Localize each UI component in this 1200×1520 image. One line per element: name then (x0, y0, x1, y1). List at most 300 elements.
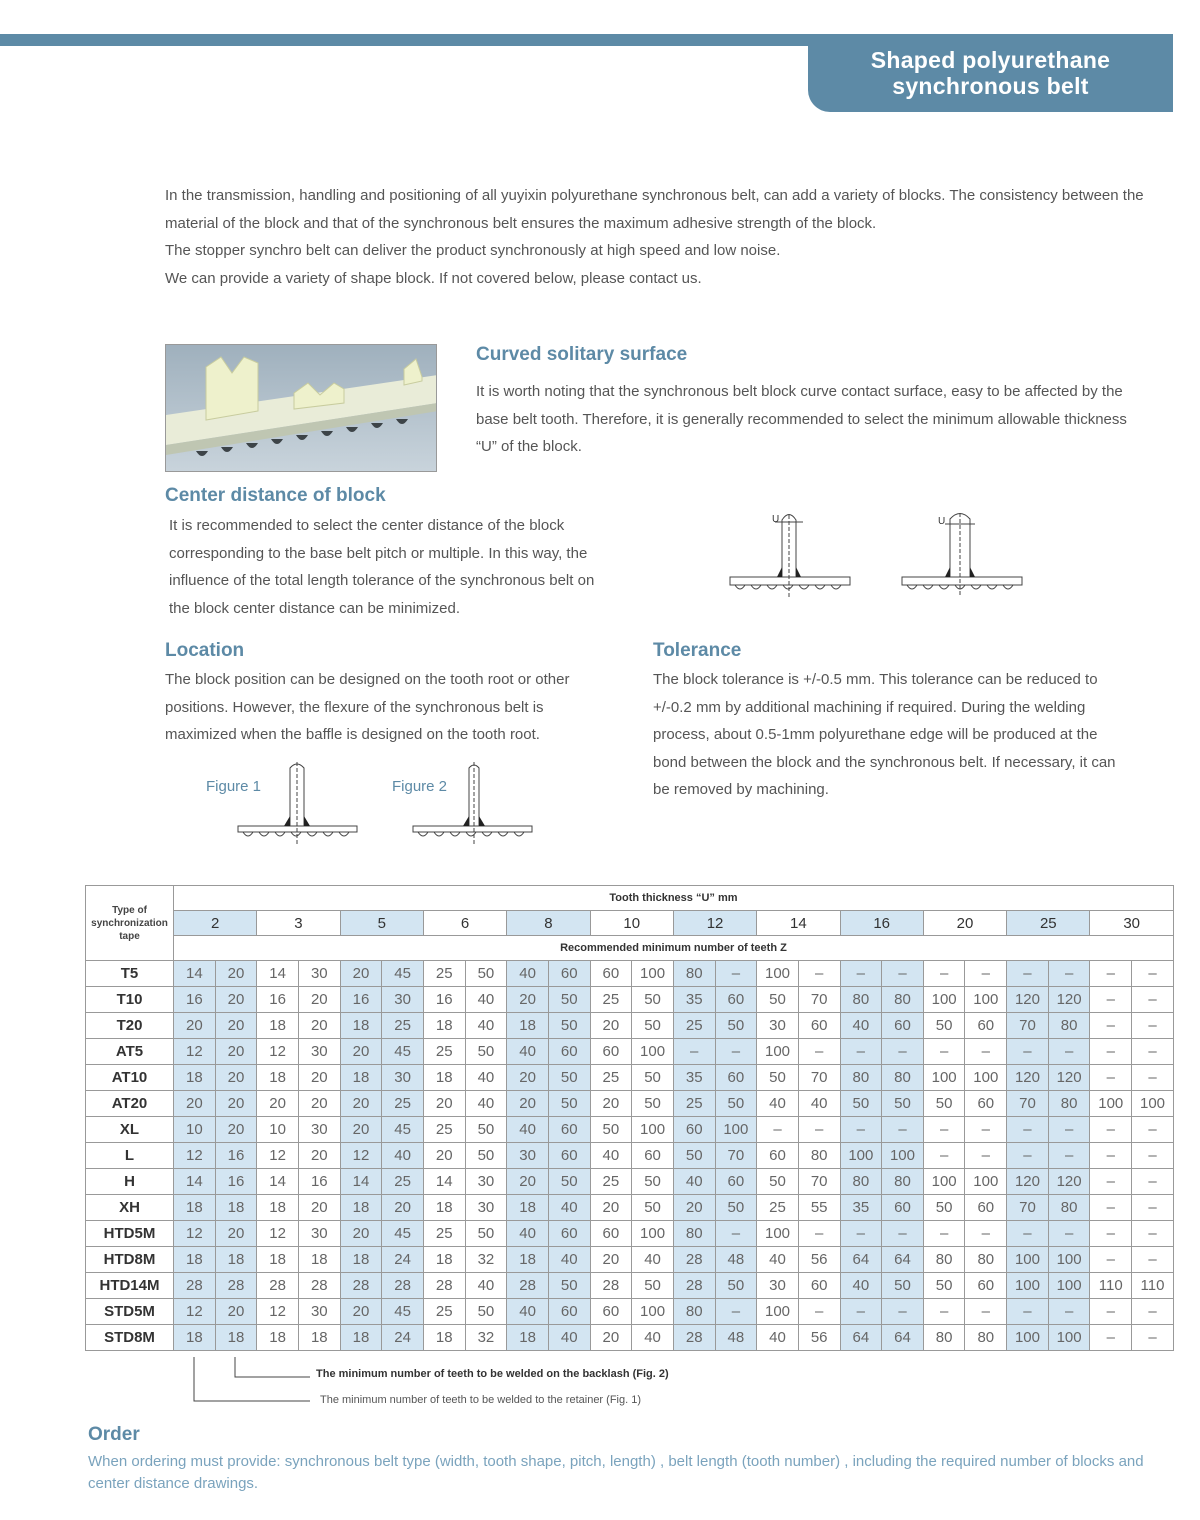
table-cell: 20 (215, 987, 257, 1013)
row-type-name: AT20 (86, 1091, 174, 1117)
table-cell: 60 (882, 1013, 924, 1039)
table-cell: 50 (465, 1221, 507, 1247)
table-cell: 50 (840, 1091, 882, 1117)
table-cell: 120 (1048, 987, 1090, 1013)
table-cell: 40 (507, 1039, 549, 1065)
table-cell: 30 (298, 1117, 340, 1143)
table-cell: 80 (673, 1299, 715, 1325)
table-cell: 20 (298, 1195, 340, 1221)
table-cell: – (1132, 1117, 1174, 1143)
table-cell: 80 (882, 1169, 924, 1195)
table-cell: 40 (382, 1143, 424, 1169)
table-cell: 45 (382, 1117, 424, 1143)
table-cell: 18 (507, 1325, 549, 1351)
table-row (86, 1221, 1174, 1247)
table-cell: 60 (590, 1299, 632, 1325)
table-cell: 48 (715, 1325, 757, 1351)
thickness-cell: 16 (840, 911, 923, 936)
table-cell: 20 (298, 1091, 340, 1117)
table-cell: 50 (465, 1039, 507, 1065)
table-cell: 120 (1007, 1065, 1049, 1091)
table-cell: 28 (382, 1273, 424, 1299)
table-cell: 70 (798, 1065, 840, 1091)
table-cell: 60 (548, 1143, 590, 1169)
table-cell: 20 (590, 1247, 632, 1273)
table-cell: 12 (174, 1299, 216, 1325)
table-cell: 30 (298, 1221, 340, 1247)
table-cell: 20 (340, 1039, 382, 1065)
table-cell: 60 (798, 1013, 840, 1039)
table-cell: 20 (382, 1195, 424, 1221)
row-type-name: STD8M (86, 1325, 174, 1351)
table-cell: 20 (215, 1117, 257, 1143)
table-cell: 32 (465, 1325, 507, 1351)
table-cell: 64 (882, 1325, 924, 1351)
table-cell: 18 (507, 1013, 549, 1039)
center-text: It is recommended to select the center distance of the block corresponding to the base belt pitch or multiple. In this way, the influence of the total length tolerance of the synchronous belt on the block center distance can be minimized. (169, 517, 595, 617)
table-cell: 20 (257, 1091, 299, 1117)
table-cell: 100 (1048, 1247, 1090, 1273)
table-cell: 35 (673, 1065, 715, 1091)
teeth-table-wrap (85, 885, 1173, 1351)
table-cell: – (1132, 1013, 1174, 1039)
table-cell: – (1090, 1065, 1132, 1091)
table-cell: 100 (1007, 1247, 1049, 1273)
row-type-name: XL (86, 1117, 174, 1143)
table-cell: 30 (298, 1039, 340, 1065)
table-cell: 28 (507, 1273, 549, 1299)
table-cell: 100 (632, 1039, 674, 1065)
table-cell: 18 (507, 1195, 549, 1221)
table-cell: 35 (840, 1195, 882, 1221)
table-cell: 12 (174, 1143, 216, 1169)
table-cell: 20 (298, 1143, 340, 1169)
table-cell: – (923, 1117, 965, 1143)
thickness-cell: 20 (923, 911, 1006, 936)
table-cell: 14 (257, 1169, 299, 1195)
table-cell: 20 (590, 1013, 632, 1039)
table-cell: 60 (965, 1091, 1007, 1117)
table-cell: 50 (882, 1273, 924, 1299)
table-cell: 12 (257, 1299, 299, 1325)
row-type-name: HTD14M (86, 1273, 174, 1299)
table-cell: 40 (757, 1091, 799, 1117)
table-cell: 70 (1007, 1013, 1049, 1039)
table-cell: 56 (798, 1325, 840, 1351)
table-cell: 110 (1132, 1273, 1174, 1299)
table-cell: – (1132, 1195, 1174, 1221)
table-cell: – (1090, 1221, 1132, 1247)
row-type-name: AT5 (86, 1039, 174, 1065)
table-cell: – (1132, 961, 1174, 987)
table-cell: 20 (590, 1195, 632, 1221)
table-cell: – (1090, 987, 1132, 1013)
table-cell: 50 (757, 1169, 799, 1195)
table-row (86, 1247, 1174, 1273)
table-cell: 20 (215, 1065, 257, 1091)
table-cell: 45 (382, 1221, 424, 1247)
table-cell: 60 (757, 1143, 799, 1169)
table-cell: 64 (840, 1325, 882, 1351)
table-cell: 120 (1007, 987, 1049, 1013)
table-cell: 48 (715, 1247, 757, 1273)
table-row (86, 1195, 1174, 1221)
table-cell: 80 (673, 1221, 715, 1247)
table-cell: 20 (340, 1091, 382, 1117)
table-cell: – (923, 1299, 965, 1325)
table-cell: 50 (632, 1091, 674, 1117)
table-cell: 40 (548, 1195, 590, 1221)
table-cell: 50 (715, 1091, 757, 1117)
table-cell: 18 (507, 1247, 549, 1273)
table-cell: 20 (298, 1013, 340, 1039)
table-cell: 50 (923, 1013, 965, 1039)
table-cell: – (715, 1299, 757, 1325)
page-title-line1: Shaped polyurethane (870, 47, 1111, 73)
table-cell: 100 (923, 1169, 965, 1195)
table-cell: 60 (548, 1039, 590, 1065)
table-cell: 16 (340, 987, 382, 1013)
table-cell: 120 (1048, 1169, 1090, 1195)
table-cell: – (1090, 1117, 1132, 1143)
table-cell: 50 (548, 987, 590, 1013)
table-cell: 70 (1007, 1195, 1049, 1221)
table-cell: 60 (965, 1195, 1007, 1221)
table-cell: 50 (632, 1195, 674, 1221)
table-cell: 20 (507, 1169, 549, 1195)
table-cell: 40 (840, 1273, 882, 1299)
table-cell: 100 (632, 1299, 674, 1325)
table-cell: 18 (257, 1195, 299, 1221)
teeth-table (85, 885, 1174, 1351)
table-cell: 60 (548, 1117, 590, 1143)
table-cell: 50 (757, 987, 799, 1013)
table-cell: 56 (798, 1247, 840, 1273)
table-cell: – (965, 1143, 1007, 1169)
table-cell: 25 (423, 1117, 465, 1143)
curved-heading: Curved solitary surface (476, 344, 688, 365)
row-type-name: T20 (86, 1013, 174, 1039)
table-cell: 50 (465, 1143, 507, 1169)
table-cell: 50 (757, 1065, 799, 1091)
table-cell: 14 (174, 1169, 216, 1195)
table-cell: 50 (632, 1013, 674, 1039)
table-row (86, 1169, 1174, 1195)
table-cell: 18 (257, 1247, 299, 1273)
table-cell: – (923, 1143, 965, 1169)
table-cell: – (923, 1221, 965, 1247)
table-cell: – (1090, 1195, 1132, 1221)
table-cell: 30 (465, 1195, 507, 1221)
table-cell: 50 (465, 1299, 507, 1325)
table-cell: 100 (965, 1169, 1007, 1195)
table-cell: 18 (340, 1065, 382, 1091)
table-cell: – (840, 1299, 882, 1325)
table-cell: 100 (840, 1143, 882, 1169)
table-cell: 18 (215, 1247, 257, 1273)
table-cell: – (882, 1117, 924, 1143)
intro-text (165, 182, 1150, 292)
table-cell: 120 (1048, 1065, 1090, 1091)
table-cell: – (882, 1221, 924, 1247)
table-cell: 40 (465, 1013, 507, 1039)
table-cell: – (1090, 1325, 1132, 1351)
table-row (86, 961, 1174, 987)
table-row (86, 1013, 1174, 1039)
table-cell: 28 (257, 1273, 299, 1299)
table-cell: 60 (548, 1221, 590, 1247)
table-cell: – (673, 1039, 715, 1065)
table-cell: 64 (840, 1247, 882, 1273)
row-type-name: XH (86, 1195, 174, 1221)
table-cell: 100 (632, 1117, 674, 1143)
row-type-name: STD5M (86, 1299, 174, 1325)
table-cell: 80 (965, 1325, 1007, 1351)
table-cell: 20 (215, 961, 257, 987)
table-row (86, 1065, 1174, 1091)
table-cell: 30 (507, 1143, 549, 1169)
table-cell: – (798, 1117, 840, 1143)
table-cell: 25 (590, 987, 632, 1013)
table-cell: 45 (382, 961, 424, 987)
table-row (86, 1117, 1174, 1143)
table-cell: 14 (174, 961, 216, 987)
note-backlash: The minimum number of teeth to be welded on the backlash (Fig. 2) (316, 1368, 669, 1380)
table-cell: 30 (298, 1299, 340, 1325)
table-cell: 60 (965, 1013, 1007, 1039)
table-cell: 18 (298, 1247, 340, 1273)
table-cell: 28 (673, 1273, 715, 1299)
table-cell: 110 (1090, 1273, 1132, 1299)
row-type-name: HTD5M (86, 1221, 174, 1247)
table-cell: – (798, 1221, 840, 1247)
table-cell: – (1048, 1039, 1090, 1065)
table-cell: 40 (465, 987, 507, 1013)
table-cell: – (1007, 1117, 1049, 1143)
table-cell: 60 (715, 1169, 757, 1195)
table-cell: – (1132, 1221, 1174, 1247)
table-cell: 60 (798, 1273, 840, 1299)
thickness-cell: 12 (673, 911, 756, 936)
table-cell: 40 (757, 1325, 799, 1351)
table-cell: 40 (507, 961, 549, 987)
table-cell: 20 (298, 1065, 340, 1091)
table-cell: 20 (215, 1221, 257, 1247)
table-cell: 18 (174, 1325, 216, 1351)
table-cell: 12 (174, 1221, 216, 1247)
table-cell: 20 (298, 987, 340, 1013)
table-cell: 20 (340, 1117, 382, 1143)
table-cell: – (715, 1221, 757, 1247)
table-cell: – (882, 961, 924, 987)
table-cell: – (1132, 1065, 1174, 1091)
table-cell: 100 (1007, 1273, 1049, 1299)
table-cell: – (1132, 1143, 1174, 1169)
table-cell: 20 (423, 1091, 465, 1117)
table-cell: – (798, 1299, 840, 1325)
table-cell: 32 (465, 1247, 507, 1273)
row-type-name: T5 (86, 961, 174, 987)
table-cell: 18 (340, 1325, 382, 1351)
table-cell: 80 (1048, 1091, 1090, 1117)
row-type-name: AT10 (86, 1065, 174, 1091)
table-cell: 28 (673, 1325, 715, 1351)
table-cell: 50 (590, 1117, 632, 1143)
table-cell: 18 (174, 1195, 216, 1221)
table-cell: 100 (632, 961, 674, 987)
tolerance-heading: Tolerance (653, 640, 742, 661)
thickness-cell: 30 (1090, 911, 1173, 936)
table-cell: 80 (965, 1247, 1007, 1273)
table-cell: 25 (382, 1169, 424, 1195)
table-cell: 40 (465, 1065, 507, 1091)
table-cell: 40 (507, 1117, 549, 1143)
table-cell: 70 (798, 1169, 840, 1195)
table-cell: – (923, 961, 965, 987)
table-cell: – (1132, 1299, 1174, 1325)
table-cell: 100 (965, 1065, 1007, 1091)
u-thickness-diagram (725, 505, 1030, 600)
table-cell: 20 (507, 987, 549, 1013)
table-cell: 100 (757, 1039, 799, 1065)
table-cell: 25 (673, 1091, 715, 1117)
table-cell: 100 (882, 1143, 924, 1169)
table-cell: 100 (1132, 1091, 1174, 1117)
table-cell: 60 (590, 1039, 632, 1065)
intro-paragraph: The stopper synchro belt can deliver the product synchronously at high speed and low noise. (165, 242, 781, 260)
table-cell: 80 (1048, 1013, 1090, 1039)
row-type-name: HTD8M (86, 1247, 174, 1273)
table-cell: 60 (632, 1143, 674, 1169)
table-cell: 18 (174, 1065, 216, 1091)
intro-paragraph: In the transmission, handling and positioning of all yuyixin polyurethane synchronous belt, can add a variety of blocks. The consistency between the material of the block and that of the synchronous belt ensures the maximum adhesive strength of the block. (165, 187, 1144, 232)
table-cell: 20 (340, 1221, 382, 1247)
table-cell: 20 (215, 1013, 257, 1039)
table-cell: – (1007, 961, 1049, 987)
thickness-cell: 10 (590, 911, 673, 936)
table-cell: 80 (882, 987, 924, 1013)
table-cell: – (840, 1117, 882, 1143)
table-cell: 50 (882, 1091, 924, 1117)
thickness-cell: 6 (423, 911, 506, 936)
table-cell: 20 (215, 1039, 257, 1065)
table-cell: 50 (548, 1273, 590, 1299)
table-cell: 30 (465, 1169, 507, 1195)
table-cell: – (1132, 1039, 1174, 1065)
center-heading: Center distance of block (165, 485, 386, 506)
table-cell: 80 (673, 961, 715, 987)
table-cell: 50 (923, 1195, 965, 1221)
table-cell: 100 (923, 987, 965, 1013)
table-cell: – (1007, 1221, 1049, 1247)
table-cell: 30 (382, 987, 424, 1013)
table-cell: 12 (257, 1221, 299, 1247)
table-cell: 60 (965, 1273, 1007, 1299)
table-cell: 50 (715, 1013, 757, 1039)
note-brackets (190, 1355, 315, 1405)
table-cell: 30 (298, 961, 340, 987)
table-cell: 20 (507, 1065, 549, 1091)
table-cell: 50 (715, 1195, 757, 1221)
table-cell: – (757, 1117, 799, 1143)
table-cell: 16 (298, 1169, 340, 1195)
table-cell: 20 (590, 1325, 632, 1351)
table-row (86, 1299, 1174, 1325)
table-cell: – (1090, 1299, 1132, 1325)
table-cell: 50 (548, 1013, 590, 1039)
table-cell: 14 (257, 961, 299, 987)
table-cell: 18 (257, 1013, 299, 1039)
table-cell: 50 (632, 1065, 674, 1091)
row-type-name: H (86, 1169, 174, 1195)
table-cell: – (965, 1299, 1007, 1325)
table-cell: 28 (215, 1273, 257, 1299)
belt-photo (165, 344, 437, 472)
table-cell: 28 (673, 1247, 715, 1273)
type-header: Type of synchronization tape (86, 886, 174, 961)
table-cell: 80 (840, 1065, 882, 1091)
curved-text: It is worth noting that the synchronous belt block curve contact surface, easy to be affected by the base belt tooth. Therefore, it is generally recommended to select the minimum allowable thickness “U” of the block. (476, 383, 1127, 456)
figure2-diagram (410, 760, 535, 848)
teeth-header: Recommended minimum number of teeth Z (174, 936, 1174, 961)
table-cell: – (1132, 1169, 1174, 1195)
table-cell: 16 (215, 1169, 257, 1195)
table-cell: 35 (673, 987, 715, 1013)
table-cell: 20 (423, 1143, 465, 1169)
table-cell: 60 (548, 961, 590, 987)
intro-paragraph: We can provide a variety of shape block. If not covered below, please contact us. (165, 269, 702, 287)
table-row (86, 1091, 1174, 1117)
order-heading: Order (88, 1424, 140, 1445)
table-cell: 25 (590, 1169, 632, 1195)
table-cell: 40 (548, 1325, 590, 1351)
table-cell: 50 (715, 1273, 757, 1299)
table-cell: 80 (798, 1143, 840, 1169)
table-cell: 18 (423, 1195, 465, 1221)
location-heading: Location (165, 640, 245, 661)
table-cell: – (1090, 1013, 1132, 1039)
table-cell: 40 (632, 1325, 674, 1351)
table-cell: 60 (715, 987, 757, 1013)
table-cell: 40 (632, 1247, 674, 1273)
table-cell: 28 (340, 1273, 382, 1299)
row-type-name: T10 (86, 987, 174, 1013)
table-cell: 60 (548, 1299, 590, 1325)
table-cell: – (1048, 961, 1090, 987)
table-cell: 18 (215, 1195, 257, 1221)
thickness-header: Tooth thickness “U” mm (174, 886, 1174, 911)
table-cell: – (1090, 1039, 1132, 1065)
table-cell: 60 (673, 1117, 715, 1143)
table-cell: 50 (548, 1091, 590, 1117)
table-cell: 80 (840, 1169, 882, 1195)
table-cell: 18 (257, 1325, 299, 1351)
table-cell: 20 (174, 1013, 216, 1039)
table-cell: 45 (382, 1039, 424, 1065)
table-cell: 40 (548, 1247, 590, 1273)
table-cell: 100 (923, 1065, 965, 1091)
table-cell: 18 (423, 1247, 465, 1273)
table-cell: – (1132, 1247, 1174, 1273)
thickness-cell: 2 (174, 911, 257, 936)
table-cell: 40 (507, 1299, 549, 1325)
table-cell: 16 (257, 987, 299, 1013)
table-cell: 100 (715, 1117, 757, 1143)
thickness-cell: 25 (1007, 911, 1090, 936)
thickness-cell: 14 (757, 911, 840, 936)
thickness-cell: 8 (507, 911, 590, 936)
table-cell: 12 (257, 1143, 299, 1169)
